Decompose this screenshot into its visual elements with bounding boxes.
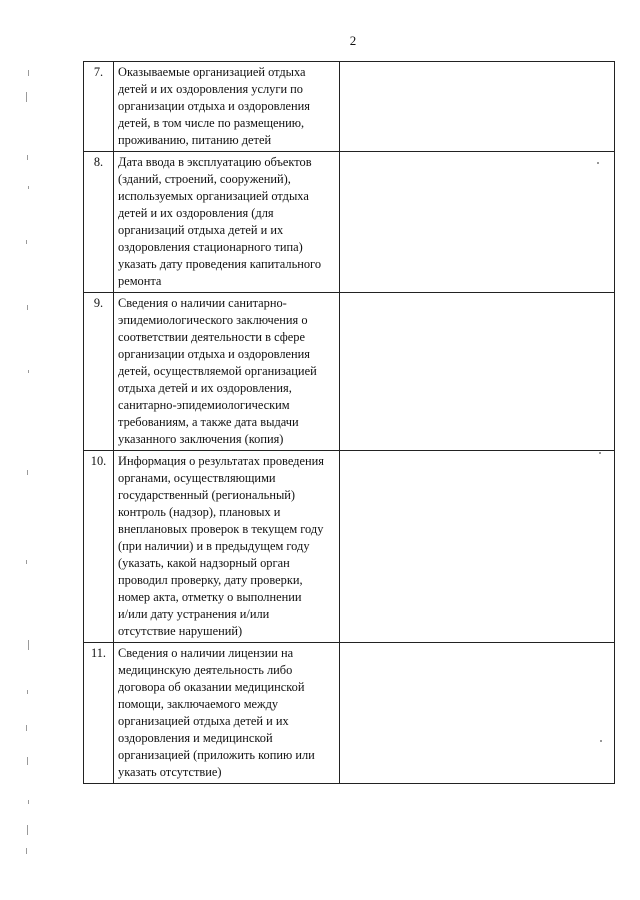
margin-mark xyxy=(28,640,29,650)
table-row xyxy=(84,152,615,293)
table-row xyxy=(84,643,615,784)
table-row xyxy=(84,62,615,152)
row-label xyxy=(114,152,340,293)
row-label-text: Сведения о наличии санитарно- эпидемиологического заключения о соответствии деятельности в сфере организации отдыха и оздоровления детей, осуществляемой организацией отдыха детей и их оздоровления, санитарно-эпидемиологическим требованиям, а также дата выдачи указанного заключения (копия) xyxy=(118,296,317,446)
scan-speck xyxy=(600,740,602,742)
margin-mark xyxy=(26,848,27,854)
margin-mark xyxy=(28,800,29,804)
row-number: 10. xyxy=(84,451,114,643)
page-number: 2 xyxy=(349,33,357,48)
table-row xyxy=(84,451,615,643)
margin-mark xyxy=(26,240,27,244)
margin-mark xyxy=(28,186,29,189)
row-label xyxy=(114,293,340,451)
margin-mark xyxy=(26,560,27,564)
margin-mark xyxy=(27,757,28,765)
row-label-text: Сведения о наличии лицензии на медицинскую деятельность либо договора об оказании медицинской помощи, заключаемого между организацией отдыха детей и их оздоровления и медицинской организацией (приложить копию или указать отсутствие) xyxy=(118,646,315,779)
margin-mark xyxy=(28,70,29,76)
margin-mark xyxy=(27,825,28,835)
row-label xyxy=(114,643,340,784)
row-label-text: Оказываемые организацией отдыха детей и их оздоровления услуги по организации отдыха и оздоровления детей, в том числе по размещению, проживанию, питанию детей xyxy=(118,65,310,147)
scan-speck xyxy=(597,162,599,164)
row-number: 8. xyxy=(84,152,114,293)
scan-speck xyxy=(599,452,601,454)
row-value xyxy=(340,152,615,293)
row-label-text: Дата ввода в эксплуатацию объектов (зданий, строений, сооружений), используемых организацией отдыха детей и их оздоровления (для организаций отдыха детей и их оздоровления стационарного типа) указать дату проведения капитального ремонта xyxy=(118,155,322,288)
margin-mark xyxy=(28,370,29,373)
row-label-text: Информация о результатах проведения органами, осуществляющими государственный (региональный) контроль (надзор), плановых и внеплановых проверок в текущем году (при наличии) и в предыдущем году (указать, какой надзорный орган проводил проверку, дату проверки, номер акта, отметку о выполнении и/или дату устранения и/или отсутствие нарушений) xyxy=(118,454,324,638)
row-label xyxy=(114,62,340,152)
margin-mark xyxy=(26,92,27,102)
margin-mark xyxy=(27,305,28,310)
row-value xyxy=(340,451,615,643)
margin-mark xyxy=(27,155,28,160)
row-value xyxy=(340,62,615,152)
row-label xyxy=(114,451,340,643)
margin-mark xyxy=(27,470,28,475)
row-number: 11. xyxy=(84,643,114,784)
row-number: 7. xyxy=(84,62,114,152)
row-number: 9. xyxy=(84,293,114,451)
row-value xyxy=(340,293,615,451)
form-table xyxy=(83,61,615,784)
table-row xyxy=(84,293,615,451)
row-value xyxy=(340,643,615,784)
margin-mark xyxy=(27,690,28,694)
margin-mark xyxy=(26,725,27,731)
